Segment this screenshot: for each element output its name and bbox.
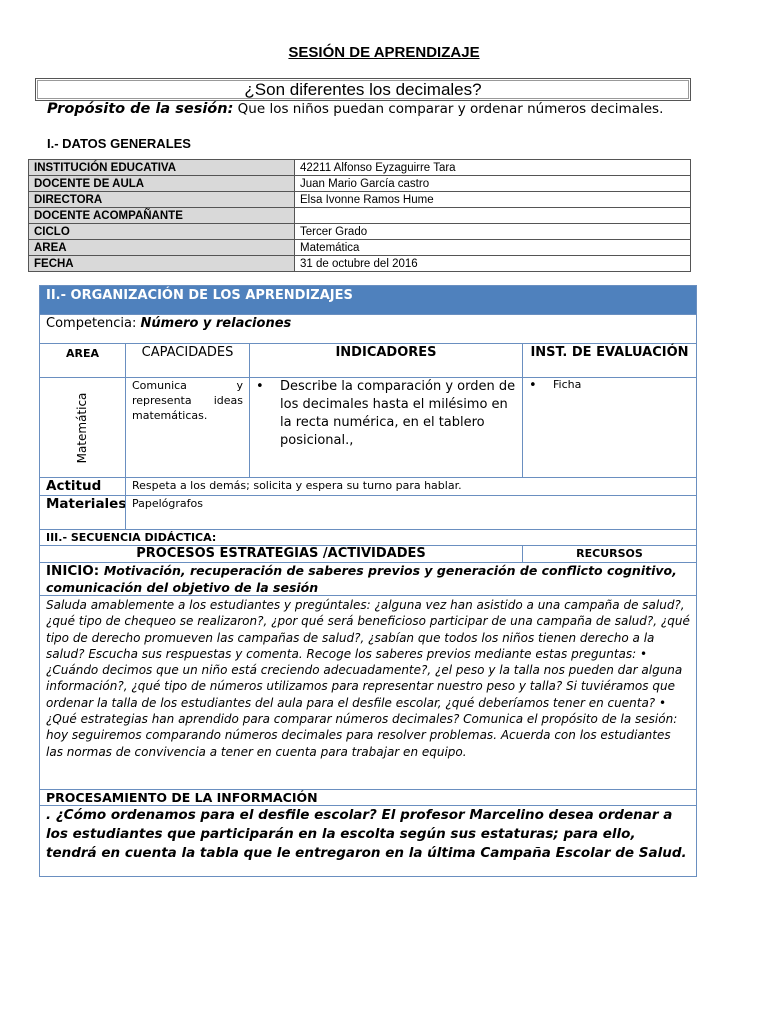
general-data-table [28,159,691,272]
bullet-icon: • [529,378,537,393]
field-value: Juan Mario García castro [295,176,691,192]
actitud-row [40,477,696,495]
competencia-label: Competencia: [46,316,141,331]
table-row [29,240,691,256]
organization-column-headers [40,343,696,377]
section-general-data-title: I.- DATOS GENERALES [47,136,191,151]
area-cell [40,378,125,477]
session-title: ¿Son diferentes los decimales? [35,78,691,101]
column-header-area: AREA [65,347,99,360]
table-row [29,160,691,176]
field-label: DOCENTE DE AULA [29,176,295,192]
field-label: DOCENTE ACOMPAÑANTE [29,208,295,224]
area-value: Matemática [75,392,89,464]
field-value: Matemática [295,240,691,256]
table-row [29,224,691,240]
procesamiento-label: PROCESAMIENTO DE LA INFORMACIÓN [40,789,696,805]
column-header-inst-evaluacion: INST. DE EVALUACIÓN [522,344,696,377]
inst-value: Ficha [553,378,582,391]
learning-organization-table [39,285,697,877]
capacidad-value: Comunica y representa ideas matemáticas. [125,378,249,477]
field-label: FECHA [29,256,295,272]
column-header-procesos: PROCESOS ESTRATEGIAS /ACTIVIDADES [136,546,426,561]
field-value [295,208,691,224]
table-row [29,176,691,192]
field-value: 42211 Alfonso Eyzaguirre Tara [295,160,691,176]
sequence-column-headers [40,545,696,562]
inicio-label: INICIO: [46,563,104,579]
field-label: DIRECTORA [29,192,295,208]
table-row [29,208,691,224]
inicio-row [40,562,696,595]
organization-content-row [40,377,696,477]
section-sequence-title: III.- SECUENCIA DIDÁCTICA: [40,529,696,545]
procesamiento-body: . ¿Cómo ordenamos para el desfile escolar? El profesor Marcelino desea ordenar a los estudiantes que participarán en la escolta según sus estaturas; para ello, tendrá en cuenta la tabla que le entregaron en la última Campaña Escolar de Salud. [40,805,696,876]
field-label: CICLO [29,224,295,240]
materiales-row [40,495,696,529]
bullet-icon: • [256,379,264,394]
organization-header: II.- ORGANIZACIÓN DE LOS APRENDIZAJES [40,286,696,314]
actitud-label: Actitud [46,478,102,494]
field-label: INSTITUCIÓN EDUCATIVA [29,160,295,176]
competencia-value: Número y relaciones [140,316,292,331]
materiales-label: Materiales [46,496,127,512]
column-header-indicadores: INDICADORES [249,344,522,377]
document-title: SESIÓN DE APRENDIZAJE [288,44,480,61]
indicador-cell [249,378,522,477]
column-header-capacidades: CAPACIDADES [125,344,249,377]
indicador-value: Describe la comparación y orden de los decimales hasta el milésimo en la recta numérica, en el tablero posicional., [280,379,516,448]
purpose-label: Propósito de la sesión: [47,101,234,117]
materiales-value: Papelógrafos [125,496,696,529]
actitud-value: Respeta a los demás; solicita y espera su turno para hablar. [125,478,696,495]
table-row [29,192,691,208]
inst-cell [522,378,696,477]
session-purpose [47,101,687,118]
table-row [29,256,691,272]
field-value: 31 de octubre del 2016 [295,256,691,272]
purpose-text: Que los niños puedan comparar y ordenar números decimales. [233,101,664,117]
field-value: Elsa Ivonne Ramos Hume [295,192,691,208]
competencia-row [40,314,696,343]
inicio-description: Motivación, recuperación de saberes previos y generación de conflicto cognitivo, comunicación del objetivo de la sesión [46,563,677,595]
column-header-recursos: RECURSOS [522,546,696,562]
field-value: Tercer Grado [295,224,691,240]
field-label: AREA [29,240,295,256]
inicio-body: Saluda amablemente a los estudiantes y pregúntales: ¿alguna vez han asistido a una campaña de salud?, ¿qué tipo de chequeo se realizaron?, ¿por qué será beneficioso participar de una campaña de salud?, ¿qué tipo de derecho promueven las campañas de salud?, ¿sabían que todos los niños tienen derecho a la salud? Escucha sus respuestas y comenta. Recoge los saberes previos mediante estas preguntas: • ¿Cuándo decimos que un niño está creciendo adecuadamente?, ¿el peso y la talla nos pueden dar alguna información?, ¿qué tipo de números utilizamos para representar nuestro peso y talla? Si tuviéramos que ordenar la talla de los estudiantes del aula para el desfile escolar, ¿qué deberíamos tener en cuenta? • ¿Qué estrategias han aprendido para comparar números decimales? Comunica el propósito de la sesión: hoy seguiremos comparando números decimales para resolver problemas. Acuerda con los estudiantes las normas de convivencia a tener en cuenta para trabajar en equipo. [40,595,696,789]
